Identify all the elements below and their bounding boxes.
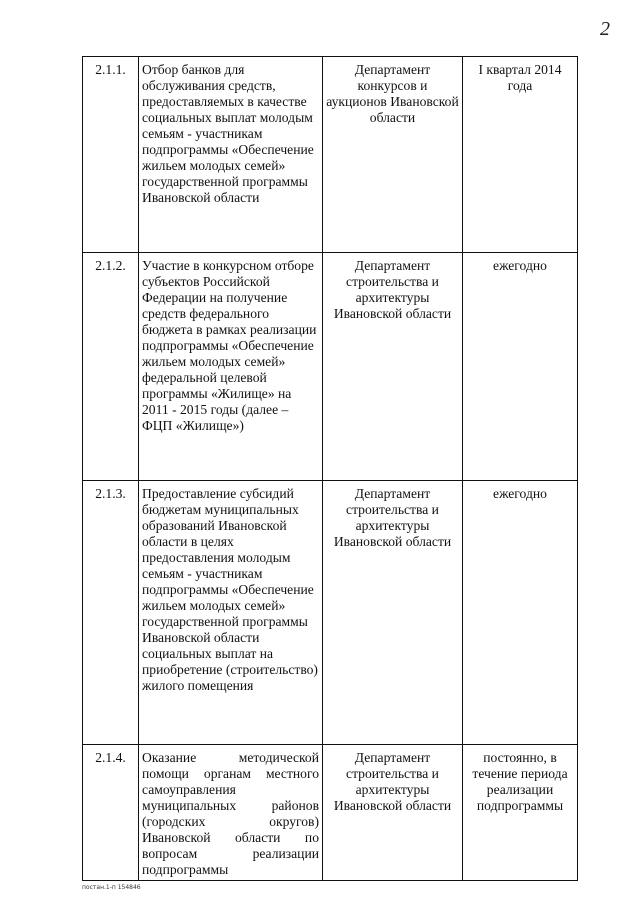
responsible-department: Департамент конкурсов и аукционов Ивановской области xyxy=(323,57,463,253)
footer-note: постан.1-п 154846 xyxy=(82,884,141,891)
table-row xyxy=(83,481,578,745)
activity-name: Отбор банков для обслуживания средств, предоставляемых в качестве социальных выплат молодым семьям - участникам подпрограммы «Обеспечение жильем молодых семей» государственной программы Ивановской области xyxy=(139,57,323,253)
page-number: 2 xyxy=(600,18,610,40)
table-row xyxy=(83,253,578,481)
row-number: 2.1.1. xyxy=(83,57,139,253)
row-number: 2.1.2. xyxy=(83,253,139,481)
activity-name: Оказание методической помощи органам местного самоуправления муниципальных районов (городских округов) Ивановской области по вопросам реализации подпрограммы xyxy=(139,745,323,881)
activity-name: Участие в конкурсном отборе субъектов Российской Федерации на получение средств федерального бюджета в рамках реализации подпрограммы «Обеспечение жильем молодых семей» федеральной целевой программы «Жилище» на 2011 - 2015 годы (далее – ФЦП «Жилище») xyxy=(139,253,323,481)
table-row xyxy=(83,745,578,881)
responsible-department: Департамент строительства и архитектуры Ивановской области xyxy=(323,745,463,881)
row-number: 2.1.3. xyxy=(83,481,139,745)
activities-table xyxy=(82,56,578,881)
deadline: ежегодно xyxy=(463,481,578,745)
row-number: 2.1.4. xyxy=(83,745,139,881)
responsible-department: Департамент строительства и архитектуры Ивановской области xyxy=(323,481,463,745)
deadline: ежегодно xyxy=(463,253,578,481)
responsible-department: Департамент строительства и архитектуры Ивановской области xyxy=(323,253,463,481)
deadline: I квартал 2014 года xyxy=(463,57,578,253)
table-row xyxy=(83,57,578,253)
activity-name: Предоставление субсидий бюджетам муниципальных образований Ивановской области в целях предоставления молодым семьям - участникам подпрограммы «Обеспечение жильем молодых семей» государственной программы Ивановской области социальных выплат на приобретение (строительство) жилого помещения xyxy=(139,481,323,745)
deadline: постоянно, в течение периода реализации подпрограммы xyxy=(463,745,578,881)
